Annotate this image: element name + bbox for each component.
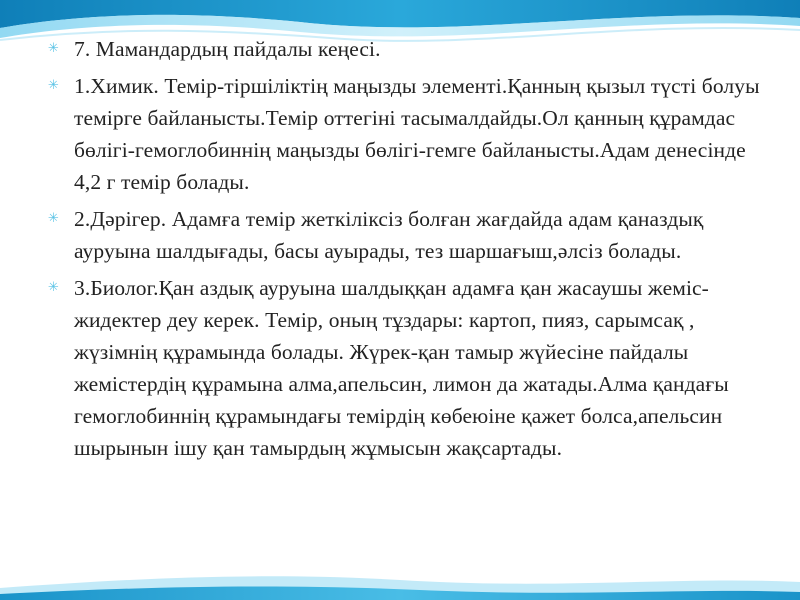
bullet-list <box>40 33 760 464</box>
list-item-text: 7. Мамандардың пайдалы кеңесі. <box>74 37 381 61</box>
star-bullet-icon: ✳ <box>48 78 59 93</box>
list-item <box>40 70 760 198</box>
list-item <box>40 33 760 65</box>
star-bullet-icon: ✳ <box>48 280 59 295</box>
list-item-text: 2.Дәрігер. Адамға темір жеткіліксіз болған жағдайда адам қаназдық ауруына шалдығады, басы ауырады, тез шаршағыш,әлсіз болады. <box>74 207 704 263</box>
list-item <box>40 203 760 267</box>
star-bullet-icon: ✳ <box>48 211 59 226</box>
list-item-text: 3.Биолог.Қан аздық ауруына шалдыққан адамға қан жасаушы жеміс-жидектер деу керек. Темір, оның тұздары: картоп, пияз, сарымсақ , жүзімнің құрамында болады. Жүрек-қан тамыр жүйесіне пайдалы жемістердің құрамына алма,апельсин, лимон да жатады.Алма қандағы гемоглобиннің құрамындағы темірдің көбеюіне қажет болса,апельсин шырынын ішу қан тамырдың жұмысын жақсартады. <box>74 276 729 460</box>
star-bullet-icon: ✳ <box>48 41 59 56</box>
list-item-text: 1.Химик. Темір-тіршіліктің маңызды элементі.Қанның қызыл түсті болуы темірге байланысты.Темір оттегіні тасымалдайды.Ол қанның құрамдас бөлігі-гемоглобиннің маңызды бөлігі-гемге байланысты.Адам денесінде 4,2 г темір болады. <box>74 74 760 194</box>
list-item <box>40 272 760 464</box>
